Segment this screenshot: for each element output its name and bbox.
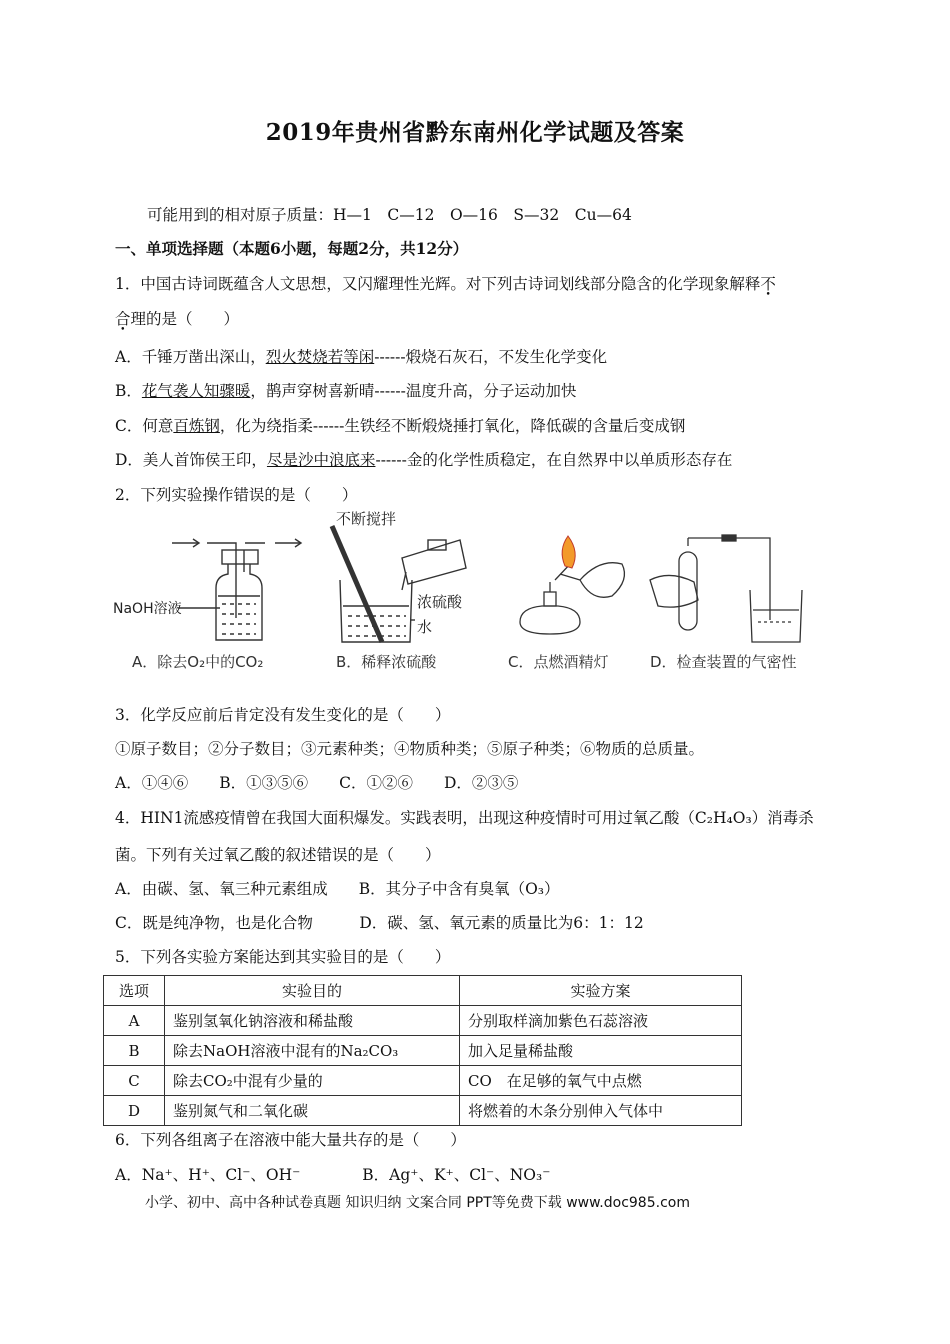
q6-stem: 6．下列各组离子在溶液中能大量共存的是（ ） xyxy=(115,1131,466,1149)
gas-washing-bottle xyxy=(172,539,301,640)
emphasis-char: 合 xyxy=(115,310,131,328)
label-water: 水 xyxy=(417,618,433,636)
q1-option-c: C．何意百炼钢，化为绕指柔------生铁经不断煅烧捶打氧化，降低碳的含量后变成钢 xyxy=(115,417,686,435)
table-row: C 除去CO₂中混有少量的 CO 在足够的氧气中点燃 xyxy=(104,1066,742,1096)
table-row: A 鉴别氢氧化钠溶液和稀盐酸 分别取样滴加紫色石蕊溶液 xyxy=(104,1006,742,1036)
table-header-row xyxy=(104,976,742,1006)
label-naoh: NaOH溶液 xyxy=(113,601,182,617)
q1-stem-line2 xyxy=(115,307,239,329)
alcohol-lamps xyxy=(520,562,624,634)
q1-option-a: A．千锤万凿出深山，烈火焚烧若等闲------煅烧石灰石，不发生化学变化 xyxy=(115,348,608,366)
q1-option-d: D．美人首饰侯王印，尽是沙中浪底来------金的化学性质稳定，在自然界中以单质形态存在 xyxy=(115,451,733,469)
caption-a: A．除去O₂中的CO₂ xyxy=(132,653,264,671)
header-option: 选项 xyxy=(104,976,165,1006)
underlined-phrase: 花气袭人知骤暖 xyxy=(141,382,251,400)
underlined-phrase: 尽是沙中浪底来 xyxy=(266,451,376,469)
q5-table xyxy=(103,975,742,1126)
footer-ad: 小学、初中、高中各种试卷真题 知识归纳 文案合同 PPT等免费下载 www.doc985.com xyxy=(145,1195,690,1211)
table-row: D 鉴别氮气和二氧化碳 将燃着的木条分别伸入气体中 xyxy=(104,1096,742,1126)
header-purpose: 实验目的 xyxy=(165,976,460,1006)
q5-stem: 5．下列各实验方案能达到其实验目的是（ ） xyxy=(115,948,451,966)
caption-d: D．检查装置的气密性 xyxy=(650,653,797,671)
q3-items: ①原子数目；②分子数目；③元素种类；④物质种类；⑤原子种类；⑥物质的总质量。 xyxy=(115,740,705,758)
q1-stem-text: 1．中国古诗词既蕴含人文思想，又闪耀理性光辉。对下列古诗词划线部分隐含的化学现象解释 xyxy=(115,275,761,293)
label-stir: 不断搅拌 xyxy=(336,510,397,528)
header-plan: 实验方案 xyxy=(460,976,742,1006)
q1-stem-line1 xyxy=(115,272,776,294)
atomic-masses: 可能用到的相对原子质量：H—1 C—12 O—16 S—32 Cu—64 xyxy=(147,206,632,224)
airtightness-setup xyxy=(650,535,802,642)
table-row: B 除去NaOH溶液中混有的Na₂CO₃ 加入足量稀盐酸 xyxy=(104,1036,742,1066)
flame-icon xyxy=(562,536,575,568)
q4-options-row2: C．既是纯净物，也是化合物 D．碳、氢、氧元素的质量比为6：1：12 xyxy=(115,914,644,932)
underlined-phrase: 烈火焚烧若等闲 xyxy=(265,348,375,366)
emphasis-char: 不 xyxy=(760,275,776,293)
underlined-phrase: 百炼钢 xyxy=(173,417,220,435)
label-acid: 浓硫酸 xyxy=(417,593,463,611)
section-heading: 一、单项选择题（本题6小题，每题2分，共12分） xyxy=(115,239,469,258)
q1-stem-text: 理的是（ ） xyxy=(130,310,240,328)
q4-options-row1: A．由碳、氢、氧三种元素组成 B．其分子中含有臭氧（O₃） xyxy=(115,880,560,898)
q6-options: A．Na⁺、H⁺、Cl⁻、OH⁻ B．Ag⁺、K⁺、Cl⁻、NO₃⁻ xyxy=(115,1166,551,1184)
beaker-dilution xyxy=(332,526,466,642)
document-title: 2019年贵州省黔东南州化学试题及答案 xyxy=(265,119,685,146)
q2-stem: 2．下列实验操作错误的是（ ） xyxy=(115,486,358,504)
q4-stem-line2: 菌。下列有关过氧乙酸的叙述错误的是（ ） xyxy=(115,846,441,864)
lab-operations-figure xyxy=(110,510,840,680)
caption-c: C．点燃酒精灯 xyxy=(508,653,609,671)
q4-stem-line1: 4．HIN1流感疫情曾在我国大面积爆发。实践表明，出现这种疫情时可用过氧乙酸（C₂H₄O₃）消毒杀 xyxy=(115,809,814,827)
q1-option-b: B．花气袭人知骤暖，鹊声穿树喜新晴------温度升高，分子运动加快 xyxy=(115,382,577,400)
q3-stem: 3．化学反应前后肯定没有发生变化的是（ ） xyxy=(115,706,451,724)
caption-b: B．稀释浓硫酸 xyxy=(336,653,437,671)
q3-options: A．①④⑥ B．①③⑤⑥ C．①②⑥ D．②③⑤ xyxy=(115,774,519,792)
